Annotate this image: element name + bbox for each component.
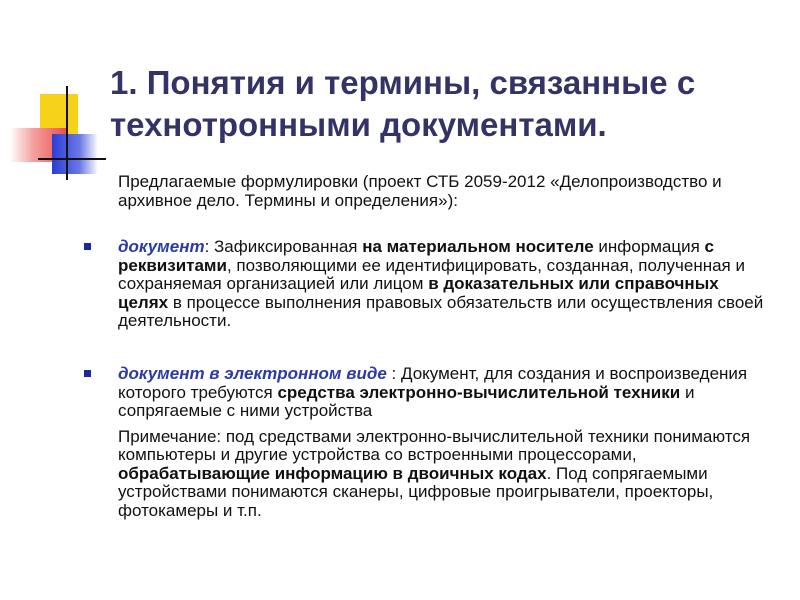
text-span: в процессе выполнения правовых обязательств или осуществления своей деятельности.: [118, 292, 764, 330]
bold-span: обрабатывающие информацию в двоичных кодах: [118, 463, 547, 483]
bullet-square-icon: [84, 370, 91, 377]
text-span: : Зафиксированная: [204, 237, 363, 256]
bullet-square-icon: [84, 243, 91, 250]
bold-span: с реквизитами: [118, 237, 714, 275]
term-document: документ: [118, 237, 205, 256]
slide-title: 1. Понятия и термины, связанные с технотронными документами.: [110, 64, 696, 143]
text-span: , позволяющими ее идентифицировать, созданная, полученная и сохраняемая организацией или лицом: [118, 255, 745, 293]
decorative-vertical-line: [66, 86, 68, 180]
text-span: и сопрягаемые с ними устройства: [118, 382, 695, 420]
bullet-text: [118, 238, 768, 331]
term-electronic-document: документ в электронном виде: [118, 364, 387, 383]
text-span: : Документ, для создания и воспроизведения которого требуются: [118, 364, 748, 402]
bold-span: в доказательных или справочных целях: [118, 274, 719, 312]
intro-text: Предлагаемые формулировки (проект СТБ 2059-2012 «Делопроизводство и архивное дело. Термины и определения»):: [118, 172, 722, 210]
decorative-horizontal-line: [38, 158, 106, 160]
bullet-text: [118, 365, 768, 520]
decorative-blue-square: [52, 134, 98, 174]
bold-span: на материальном носителе: [362, 237, 594, 256]
text-span: . Под сопрягаемыми устройствами понимаются сканеры, цифровые проигрыватели, проекторы, фотокамеры и т.п.: [118, 463, 714, 520]
text-span: информация: [593, 237, 705, 256]
note-paragraph: [118, 428, 768, 521]
bold-span: средства электронно-вычислительной техники: [277, 382, 681, 402]
text-span: Примечание: под средствами электронно-вычислительной техники понимаются компьютеры и другие устройства со встроенными процессорами,: [118, 426, 751, 464]
